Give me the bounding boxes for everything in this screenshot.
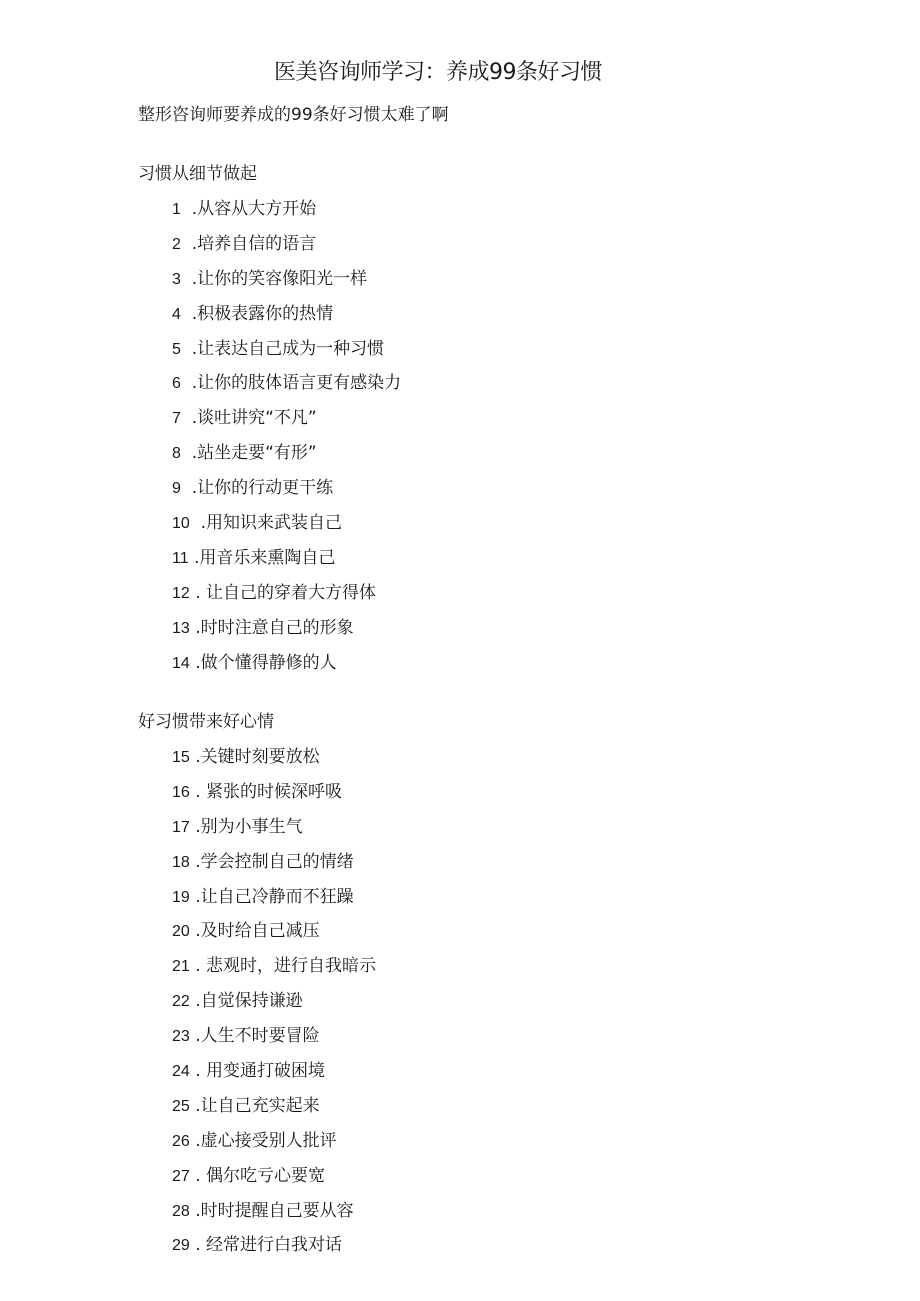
list-item xyxy=(172,1228,376,1263)
list-item xyxy=(172,880,376,915)
item-number: 18 xyxy=(172,853,190,871)
habit-list-2 xyxy=(172,740,376,1263)
list-item xyxy=(172,1054,376,1089)
item-number: 12 xyxy=(172,584,190,602)
list-item xyxy=(172,506,401,541)
item-text: .虚心接受别人批评 xyxy=(195,1130,337,1151)
item-number: 8 xyxy=(172,445,181,463)
item-number: 5 xyxy=(172,340,181,358)
item-text: . 让自己的穿着大方得体 xyxy=(195,582,377,603)
habit-list-1 xyxy=(172,192,401,680)
item-text: .做个懂得静修的人 xyxy=(195,652,337,673)
item-text: .积极表露你的热情 xyxy=(191,303,334,324)
item-text: . 紧张的时候深呼吸 xyxy=(195,781,343,802)
item-text: .学会控制自己的情绪 xyxy=(195,851,354,872)
item-number: 23 xyxy=(172,1028,190,1046)
item-text: .让你的肢体语言更有感染力 xyxy=(191,373,402,394)
section-heading-2: 好习惯带来好心情 xyxy=(138,712,274,732)
item-text: .培养自信的语言 xyxy=(191,233,317,254)
item-text: .让自己充实起来 xyxy=(195,1095,320,1116)
item-number: 28 xyxy=(172,1202,190,1220)
list-item xyxy=(172,1019,376,1054)
item-text: .时时提醒自己要从容 xyxy=(195,1200,354,1221)
item-number: 22 xyxy=(172,993,190,1011)
item-number: 16 xyxy=(172,783,190,801)
item-number: 20 xyxy=(172,923,190,941)
list-item xyxy=(172,611,401,646)
item-text: .及时给自己减压 xyxy=(195,921,320,942)
item-number: 3 xyxy=(172,270,181,288)
list-item xyxy=(172,984,376,1019)
item-number: 4 xyxy=(172,305,181,323)
item-number: 19 xyxy=(172,888,190,906)
item-number: 29 xyxy=(172,1237,190,1255)
item-text: .让表达自己成为一种习惯 xyxy=(191,338,385,359)
item-number: 1 xyxy=(172,201,181,218)
list-item xyxy=(172,262,401,297)
item-text: . 偶尔吃亏心要宽 xyxy=(195,1165,326,1186)
list-item xyxy=(172,1159,376,1194)
list-item xyxy=(172,366,401,401)
item-number: 6 xyxy=(172,375,181,393)
item-text: .时时注意自己的形象 xyxy=(195,617,354,638)
section-heading-1: 习惯从细节做起 xyxy=(138,164,257,184)
list-item xyxy=(172,401,401,436)
item-text: .关键时刻要放松 xyxy=(195,747,320,767)
item-text: .用知识来武装自己 xyxy=(200,513,343,534)
item-text: .让自己冷静而不狂躁 xyxy=(195,886,354,907)
item-number: 24 xyxy=(172,1063,190,1081)
item-number: 25 xyxy=(172,1097,190,1115)
item-number: 7 xyxy=(172,410,181,428)
item-number: 26 xyxy=(172,1132,190,1150)
item-text: .站坐走要“有形” xyxy=(191,443,317,464)
item-number: 27 xyxy=(172,1167,190,1185)
item-number: 15 xyxy=(172,749,190,766)
item-number: 9 xyxy=(172,480,181,498)
list-item xyxy=(172,810,376,845)
item-text: .自觉保持谦逊 xyxy=(195,991,303,1012)
list-item xyxy=(172,436,401,471)
item-text: . 悲观时，进行自我暗示 xyxy=(195,956,377,977)
list-item xyxy=(172,775,376,810)
item-number: 2 xyxy=(172,235,181,253)
list-item xyxy=(172,845,376,880)
list-item xyxy=(172,740,376,775)
item-number: 14 xyxy=(172,654,190,672)
list-item xyxy=(172,914,376,949)
list-item xyxy=(172,471,401,506)
item-text: .谈吐讲究“不凡” xyxy=(191,408,317,429)
item-text: .人生不时要冒险 xyxy=(195,1026,320,1047)
list-item xyxy=(172,541,401,576)
page-subtitle: 整形咨询师要养成的99条好习惯太难了啊 xyxy=(138,105,449,125)
list-item xyxy=(172,949,376,984)
list-item xyxy=(172,1089,376,1124)
list-item xyxy=(172,1124,376,1159)
list-item xyxy=(172,192,401,227)
item-number: 13 xyxy=(172,619,190,637)
list-item xyxy=(172,227,401,262)
list-item xyxy=(172,576,401,611)
list-item xyxy=(172,332,401,367)
item-number: 21 xyxy=(172,958,190,976)
item-text: .别为小事生气 xyxy=(195,816,303,837)
list-item xyxy=(172,1194,376,1229)
item-number: 10 xyxy=(172,515,190,533)
item-number: 11 xyxy=(172,549,189,567)
item-text: .让你的笑容像阳光一样 xyxy=(191,268,368,289)
page-title: 医美咨询师学习：养成99条好习惯 xyxy=(274,60,602,85)
item-text: . 用变通打破困境 xyxy=(195,1061,326,1082)
item-text: .让你的行动更干练 xyxy=(191,478,334,499)
item-number: 17 xyxy=(172,818,190,836)
item-text: . 经常进行白我对话 xyxy=(195,1235,343,1256)
item-text: .用音乐来熏陶自己 xyxy=(194,547,336,568)
list-item xyxy=(172,297,401,332)
item-text: .从容从大方开始 xyxy=(191,199,317,219)
list-item xyxy=(172,646,401,681)
